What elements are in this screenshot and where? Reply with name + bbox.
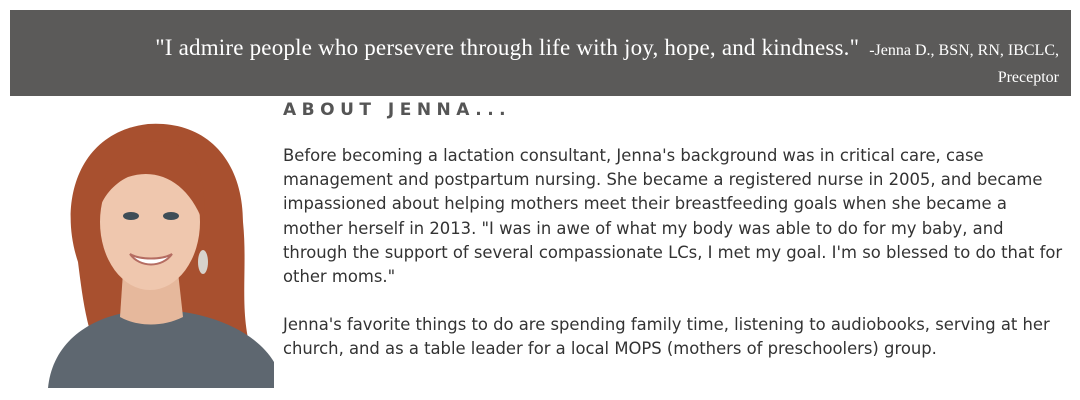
- about-heading: ABOUT JENNA...: [283, 100, 512, 120]
- portrait-eye-left: [123, 212, 139, 220]
- portrait-eye-right: [163, 212, 179, 220]
- quote-text: "I admire people who persevere through life with joy, hope, and kindness.": [155, 35, 860, 60]
- quote-role: Preceptor: [997, 69, 1059, 86]
- quote-banner: [10, 10, 1071, 96]
- portrait-earring: [198, 250, 208, 274]
- quote-line: [24, 35, 1059, 61]
- about-paragraph-1: Before becoming a lactation consultant, Jenna's background was in critical care, case management and postpartum nursing. She became a registered nurse in 2005, and became impassioned about helping mothers meet their breastfeeding goals when she became a mother herself in 2013. "I was in awe of what my body was able to do for my baby, and through the support of several compassionate LCs, I met my goal. I'm so blessed to do that for other moms.": [283, 146, 1063, 287]
- portrait-photo: [38, 112, 274, 388]
- about-body: [283, 144, 1068, 386]
- about-paragraph-2: Jenna's favorite things to do are spending family time, listening to audiobooks, serving at her church, and as a table leader for a local MOPS (mothers of preschoolers) group.: [283, 315, 1050, 359]
- quote-author: -Jenna D., BSN, RN, IBCLC,: [869, 42, 1059, 59]
